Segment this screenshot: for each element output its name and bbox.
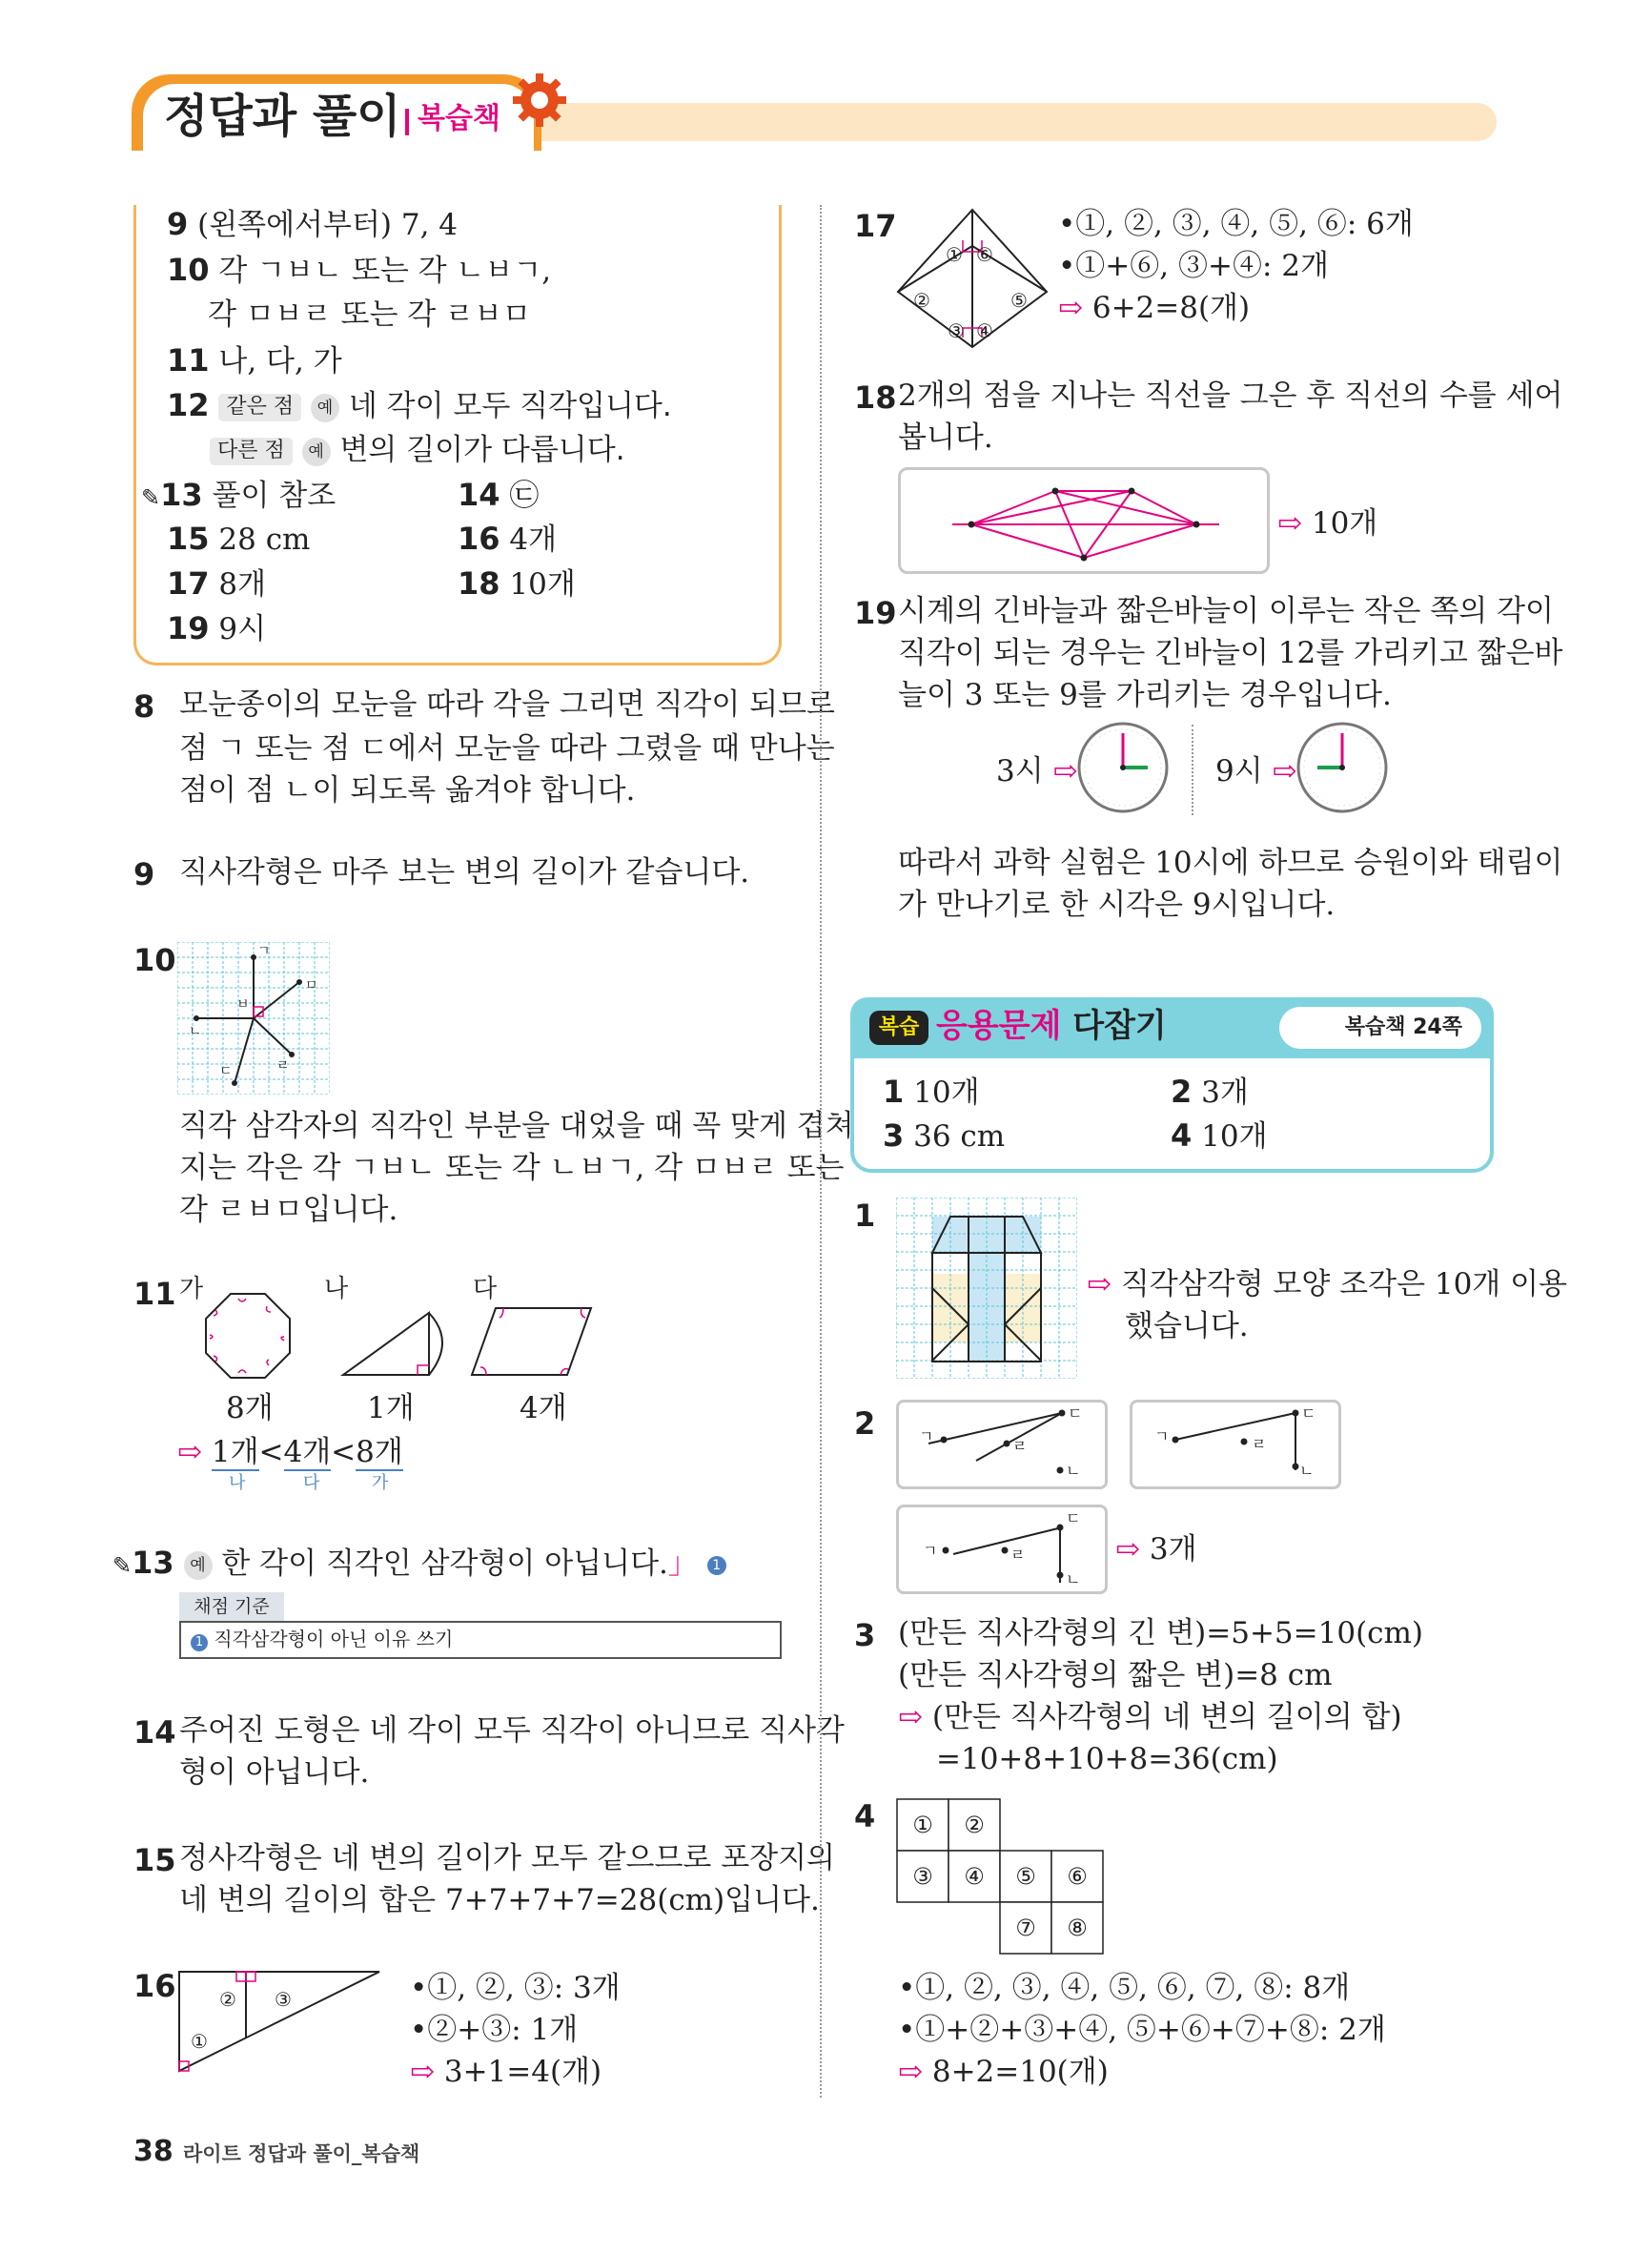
svg-text:ㄱ: ㄱ <box>919 1427 934 1445</box>
region-3: ③ <box>275 1988 292 2011</box>
q14-line2: 형이 아닙니다. <box>179 1755 370 1790</box>
q15-number: 15 <box>133 1842 176 1878</box>
answer-10-line2: 각 ㅁㅂㄹ 또는 각 ㄹㅂㅁ <box>208 297 531 332</box>
a3-line1: (만든 직사각형의 긴 변)=5+5=10(cm) <box>898 1616 1424 1650</box>
footer-text: 라이트 정답과 풀이_복습책 <box>183 2142 420 2165</box>
column-divider <box>820 205 822 2098</box>
q11-under-ga: 가 <box>372 1473 389 1493</box>
q10-line3: 각 ㄹㅂㅁ입니다. <box>179 1193 398 1227</box>
svg-text:ㄷ: ㄷ <box>1066 1509 1081 1527</box>
q17-label-4: ④ <box>976 319 993 342</box>
answer-19: 19 9시 <box>167 610 267 646</box>
criteria-text: 1 직각삼각형이 아닌 이유 쓰기 <box>191 1628 453 1651</box>
q8-number: 8 <box>133 688 155 725</box>
answer-15: 15 28 cm <box>167 521 311 557</box>
a4-line1: •①, ②, ③, ④, ⑤, ⑥, ⑦, ⑧: 8개 <box>898 1971 1351 2005</box>
q17-label-1: ① <box>946 243 963 266</box>
a2-figure-1 <box>900 1403 1104 1485</box>
page-title: 정답과 풀이 <box>164 90 401 143</box>
q8-line3: 점이 점 ㄴ이 되도록 옮겨야 합니다. <box>179 773 636 808</box>
answer-11: 11 나, 다, 가 <box>167 342 342 379</box>
q11-under-da: 다 <box>303 1473 320 1493</box>
a4-line2: •①+②+③+④, ⑤+⑥+⑦+⑧: 2개 <box>898 2013 1386 2047</box>
q14-number: 14 <box>133 1714 176 1751</box>
q11-compare: ⇨ 1개<4개<8개 <box>177 1435 403 1469</box>
same-point-tag: 같은 점 <box>218 394 301 420</box>
q17-line2: •①+⑥, ③+④: 2개 <box>1058 249 1329 283</box>
region-1: ① <box>191 2030 208 2053</box>
q17-line1: •①, ②, ③, ④, ⑤, ⑥: 6개 <box>1058 207 1414 241</box>
q13: ✎13 예 한 각이 직각인 삼각형이 아닙니다.」 1 <box>112 1546 726 1580</box>
q19-line5: 가 만나기로 한 시각은 9시입니다. <box>898 888 1336 922</box>
q17-label-6: ⑥ <box>976 243 993 266</box>
svg-text:ㄷ: ㄷ <box>1068 1404 1083 1423</box>
q11-shapes <box>200 1289 601 1384</box>
q8-line2: 점 ㄱ 또는 점 ㄷ에서 모눈을 따라 그렸을 때 만나는 <box>179 731 835 766</box>
q10-line1: 직각 삼각자의 직각인 부분을 대었을 때 꼭 맞게 겹쳐 <box>179 1109 854 1143</box>
page-number: 38 <box>133 2135 173 2168</box>
title-divider <box>405 109 409 135</box>
q18-line2: 봅니다. <box>898 420 993 455</box>
svg-text:ㄴ: ㄴ <box>1066 1462 1081 1480</box>
a2-number: 2 <box>854 1405 876 1442</box>
a4-grid-figure <box>896 1798 1108 1956</box>
svg-text:ㄱ: ㄱ <box>923 1542 938 1560</box>
point-label-bieup: ㅂ <box>236 997 250 1013</box>
a3-number: 3 <box>854 1617 876 1653</box>
section-answer-2: 2 3개 <box>1171 1074 1249 1110</box>
q10-line2: 지는 각은 각 ㄱㅂㄴ 또는 각 ㄴㅂㄱ, 각 ㅁㅂㄹ 또는 <box>179 1151 845 1185</box>
q11-shape-da: 다 <box>473 1275 498 1303</box>
section-answer-4: 4 10개 <box>1171 1117 1268 1154</box>
q19-line4: 따라서 과학 실험은 10시에 하므로 승원이와 태림이 <box>898 846 1563 880</box>
q11-under-na: 나 <box>229 1473 246 1493</box>
answer-17: 17 8개 <box>167 565 267 602</box>
section-answer-3: 3 36 cm <box>883 1117 1006 1154</box>
q14-line1: 주어진 도형은 네 각이 모두 직각이 아니므로 직사각 <box>179 1713 845 1748</box>
svg-text:⑥: ⑥ <box>1067 1863 1088 1890</box>
svg-text:ㄱ: ㄱ <box>1154 1427 1170 1445</box>
answer-13: ✎13 풀이 참조 <box>141 477 337 513</box>
q17-label-2: ② <box>913 289 930 312</box>
q11-count-da: 4개 <box>520 1391 567 1425</box>
point-label-rieul: ㄹ <box>276 1058 290 1074</box>
clock-divider <box>1192 725 1193 815</box>
score-mark: 1 <box>707 1556 726 1575</box>
answer-14: 14 ㉢ <box>458 477 540 513</box>
point-label-mieum: ㅁ <box>305 978 318 993</box>
a4-number: 4 <box>854 1798 876 1834</box>
pencil-icon: ✎ <box>112 1552 133 1579</box>
a3-line2: (만든 직사각형의 짧은 변)=8 cm <box>898 1658 1333 1692</box>
a1-number: 1 <box>854 1198 876 1234</box>
example-badge: 예 <box>311 394 339 422</box>
svg-text:ㄴ: ㄴ <box>1066 1570 1081 1588</box>
example-badge: 예 <box>302 438 331 466</box>
q15-line2: 네 변의 길이의 합은 7+7+7+7=28(cm)입니다. <box>179 1883 820 1917</box>
svg-text:ㄴ: ㄴ <box>1299 1462 1315 1480</box>
answer-12: 12 같은 점 예 네 각이 모두 직각입니다. <box>167 387 672 423</box>
section-answer-1: 1 10개 <box>883 1074 980 1110</box>
q16-figure <box>177 1970 387 2075</box>
q17-label-3: ③ <box>948 319 965 342</box>
clock-9-icon <box>1295 720 1390 815</box>
q18-figure <box>948 472 1225 567</box>
q19-number: 19 <box>854 595 897 631</box>
answer-12-line2: 다른 점 예 변의 길이가 다릅니다. <box>210 434 625 466</box>
q11-shape-na: 나 <box>324 1275 349 1303</box>
svg-text:④: ④ <box>964 1863 985 1890</box>
svg-text:⑧: ⑧ <box>1067 1915 1088 1941</box>
gear-icon <box>510 71 569 130</box>
q17-number: 17 <box>854 208 897 244</box>
answer-18: 18 10개 <box>458 565 576 602</box>
header <box>0 0 1652 191</box>
section-title: 응용문제 다잡기 <box>936 1007 1167 1045</box>
section-ref: 복습책 24쪽 <box>1279 1007 1481 1049</box>
clock-3-icon <box>1075 720 1171 815</box>
q18-result: ⇨ 10개 <box>1277 506 1378 541</box>
region-2: ② <box>219 1988 236 2011</box>
svg-text:ㄹ: ㄹ <box>1010 1546 1026 1564</box>
svg-text:ㄹ: ㄹ <box>1012 1437 1028 1455</box>
svg-text:①: ① <box>912 1812 933 1838</box>
a1-line1: ⇨ 직각삼각형 모양 조각은 10개 이용 <box>1087 1267 1568 1301</box>
q9-text: 직사각형은 마주 보는 변의 길이가 같습니다. <box>179 855 750 890</box>
q19-clock2-label: 9시 ⇨ <box>1215 754 1297 789</box>
q10-grid-figure <box>177 942 330 1095</box>
q10-number: 10 <box>133 942 176 978</box>
point-label-digeut: ㄷ <box>219 1064 233 1079</box>
q19-line3: 늘이 3 또는 9를 가리키는 경우입니다. <box>898 678 1392 712</box>
header-bar <box>458 103 1497 141</box>
a3-line4: =10+8+10+8=36(cm) <box>936 1742 1278 1776</box>
section-badge: 복습 <box>869 1011 928 1045</box>
svg-text:⑦: ⑦ <box>1015 1915 1036 1941</box>
point-label-giyeok: ㄱ <box>257 944 271 959</box>
svg-text:ㄹ: ㄹ <box>1252 1435 1267 1453</box>
svg-text:ㄷ: ㄷ <box>1301 1404 1316 1423</box>
pencil-icon: ✎ <box>141 484 161 511</box>
svg-text:③: ③ <box>912 1863 933 1890</box>
q11-count-ga: 8개 <box>226 1391 274 1425</box>
answer-16: 16 4개 <box>458 521 558 557</box>
a1-grid-figure <box>896 1198 1077 1379</box>
q9-number: 9 <box>133 856 155 892</box>
q16-number: 16 <box>133 1968 176 2004</box>
answer-10: 10 각 ㄱㅂㄴ 또는 각 ㄴㅂㄱ, <box>167 252 552 288</box>
criteria-title: 채점 기준 <box>179 1592 284 1621</box>
criteria-number: 1 <box>191 1634 208 1651</box>
svg-text:⑤: ⑤ <box>1015 1863 1036 1890</box>
a4-result: ⇨ 8+2=10(개) <box>898 2055 1109 2089</box>
q19-line1: 시계의 긴바늘과 짧은바늘이 이루는 작은 쪽의 각이 <box>898 594 1554 628</box>
a3-line3: ⇨ (만든 직사각형의 네 변의 길이의 합) <box>898 1700 1402 1734</box>
diff-point-tag: 다른 점 <box>210 438 293 464</box>
q11-count-na: 1개 <box>367 1391 415 1425</box>
example-badge: 예 <box>184 1551 213 1580</box>
q8-line1: 모눈종이의 모눈을 따라 각을 그리면 직각이 되므로 <box>179 687 835 722</box>
a2-figure-2 <box>1133 1403 1337 1485</box>
q17-figure <box>896 208 1049 351</box>
q18-line1: 2개의 점을 지나는 직선을 그은 후 직선의 수를 세어 <box>898 379 1563 413</box>
point-label-nieun: ㄴ <box>189 1024 202 1039</box>
answer-9: 9 (왼쪽에서부터) 7, 4 <box>167 206 458 242</box>
q11-shape-ga: 가 <box>179 1275 204 1303</box>
q19-line2: 직각이 되는 경우는 긴바늘이 12를 가리키고 짧은바 <box>898 636 1563 670</box>
q16-line1: •①, ②, ③: 3개 <box>410 1971 621 2005</box>
q11-number: 11 <box>133 1276 176 1312</box>
q17-result: ⇨ 6+2=8(개) <box>1058 291 1251 325</box>
q16-line2: •②+③: 1개 <box>410 2013 579 2047</box>
q17-label-5: ⑤ <box>1010 289 1028 312</box>
a1-line2: 했습니다. <box>1125 1309 1249 1343</box>
q15-line1: 정사각형은 네 변의 길이가 모두 같으므로 포장지의 <box>179 1841 835 1875</box>
q16-result: ⇨ 3+1=4(개) <box>410 2055 602 2089</box>
q19-clock1-label: 3시 ⇨ <box>996 754 1078 789</box>
a2-figure-3 <box>900 1508 1104 1590</box>
a2-result: ⇨ 3개 <box>1115 1532 1197 1567</box>
q18-number: 18 <box>854 379 897 416</box>
svg-text:②: ② <box>964 1812 985 1838</box>
page-subtitle: 복습책 <box>418 102 500 135</box>
